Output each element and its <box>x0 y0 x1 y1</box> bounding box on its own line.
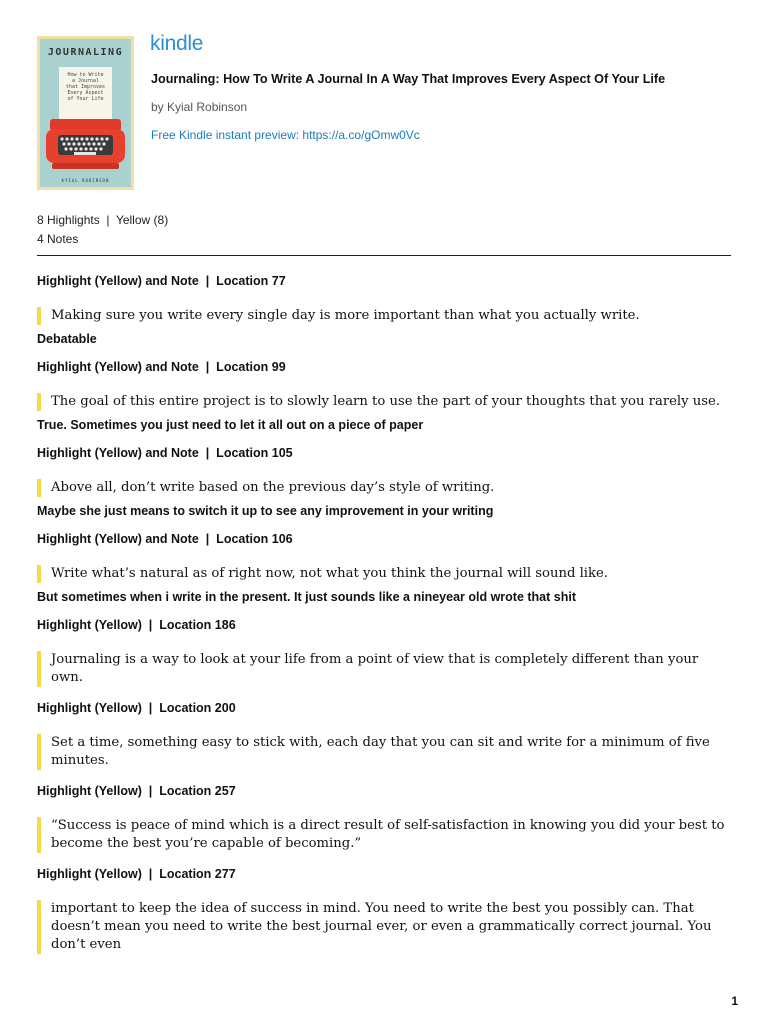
highlight-text: Journaling is a way to look at your life from a point of view that is completely different than your own. <box>37 651 731 687</box>
entry-header: Highlight (Yellow) and Note | Location 99 <box>37 360 286 374</box>
highlight-entry <box>37 274 731 346</box>
highlight-text: Set a time, something easy to stick with, each day that you can sit and write for a minimum of five minutes. <box>37 734 731 770</box>
entry-header: Highlight (Yellow) and Note | Location 106 <box>37 532 293 546</box>
cover-subtitle-line: Every Aspect <box>67 90 104 96</box>
entry-header: Highlight (Yellow) and Note | Location 77 <box>37 274 286 288</box>
highlight-entry <box>37 360 731 432</box>
highlight-entry <box>37 784 731 853</box>
highlight-summary <box>37 211 168 249</box>
cover-title: JOURNALING <box>47 47 124 58</box>
entry-header: Highlight (Yellow) and Note | Location 105 <box>37 446 293 460</box>
entry-header: Highlight (Yellow) | Location 186 <box>37 618 236 632</box>
entry-header: Highlight (Yellow) | Location 200 <box>37 701 236 715</box>
note-text: Debatable <box>37 332 97 346</box>
kindle-logo: kindle <box>150 32 204 55</box>
note-text: Maybe she just means to switch it up to see any improvement in your writing <box>37 504 494 518</box>
note-text: But sometimes when i write in the present. It just sounds like a nineyear old wrote that shit <box>37 590 576 604</box>
highlight-text: Making sure you write every single day is more important than what you actually write. <box>37 307 731 325</box>
cover-subtitle <box>59 72 112 102</box>
highlight-text: important to keep the idea of success in mind. You need to write the best you possibly can. That doesn’t mean you need to write the best journal ever, or even a grammatically correct journal. You don’t even <box>37 900 731 954</box>
book-cover-art <box>40 39 131 187</box>
highlight-entry <box>37 618 731 687</box>
highlight-entry <box>37 701 731 770</box>
highlight-text: “Success is peace of mind which is a direct result of self-satisfaction in knowing you did your best to become the best you’re capable of becoming.” <box>37 817 731 853</box>
book-author: by Kyial Robinson <box>151 100 248 114</box>
highlight-text: The goal of this entire project is to slowly learn to use the part of your thoughts that you rarely use. <box>37 393 731 411</box>
book-cover[interactable] <box>37 36 134 190</box>
notes-count: 4 Notes <box>37 232 79 246</box>
highlight-entry <box>37 867 731 954</box>
note-text: True. Sometimes you just need to let it all out on a piece of paper <box>37 418 424 432</box>
cover-subtitle-line: that Improves <box>65 84 106 90</box>
highlight-text: Above all, don’t write based on the previous day’s style of writing. <box>37 479 731 497</box>
entry-header: Highlight (Yellow) | Location 277 <box>37 867 236 881</box>
cover-subtitle-line: of Your Life <box>67 96 104 102</box>
page-number: 1 <box>731 994 738 1008</box>
book-title: Journaling: How To Write A Journal In A Way That Improves Every Aspect Of Your Life <box>151 72 666 86</box>
cover-author: KYIAL ROBINSON <box>61 178 110 183</box>
highlight-text: Write what’s natural as of right now, not what you think the journal will sound like. <box>37 565 731 583</box>
cover-subtitle-line: How to Write <box>67 72 104 78</box>
highlight-entry <box>37 532 731 604</box>
highlights-count: 8 Highlights | Yellow (8) <box>37 213 169 227</box>
entry-header: Highlight (Yellow) | Location 257 <box>37 784 236 798</box>
highlights-list <box>37 274 731 968</box>
divider <box>37 255 731 256</box>
highlight-entry <box>37 446 731 518</box>
cover-subtitle-line: a Journal <box>71 78 100 84</box>
preview-link[interactable]: Free Kindle instant preview: https://a.co/gOmw0Vc <box>151 128 420 142</box>
typewriter-icon <box>46 115 125 175</box>
